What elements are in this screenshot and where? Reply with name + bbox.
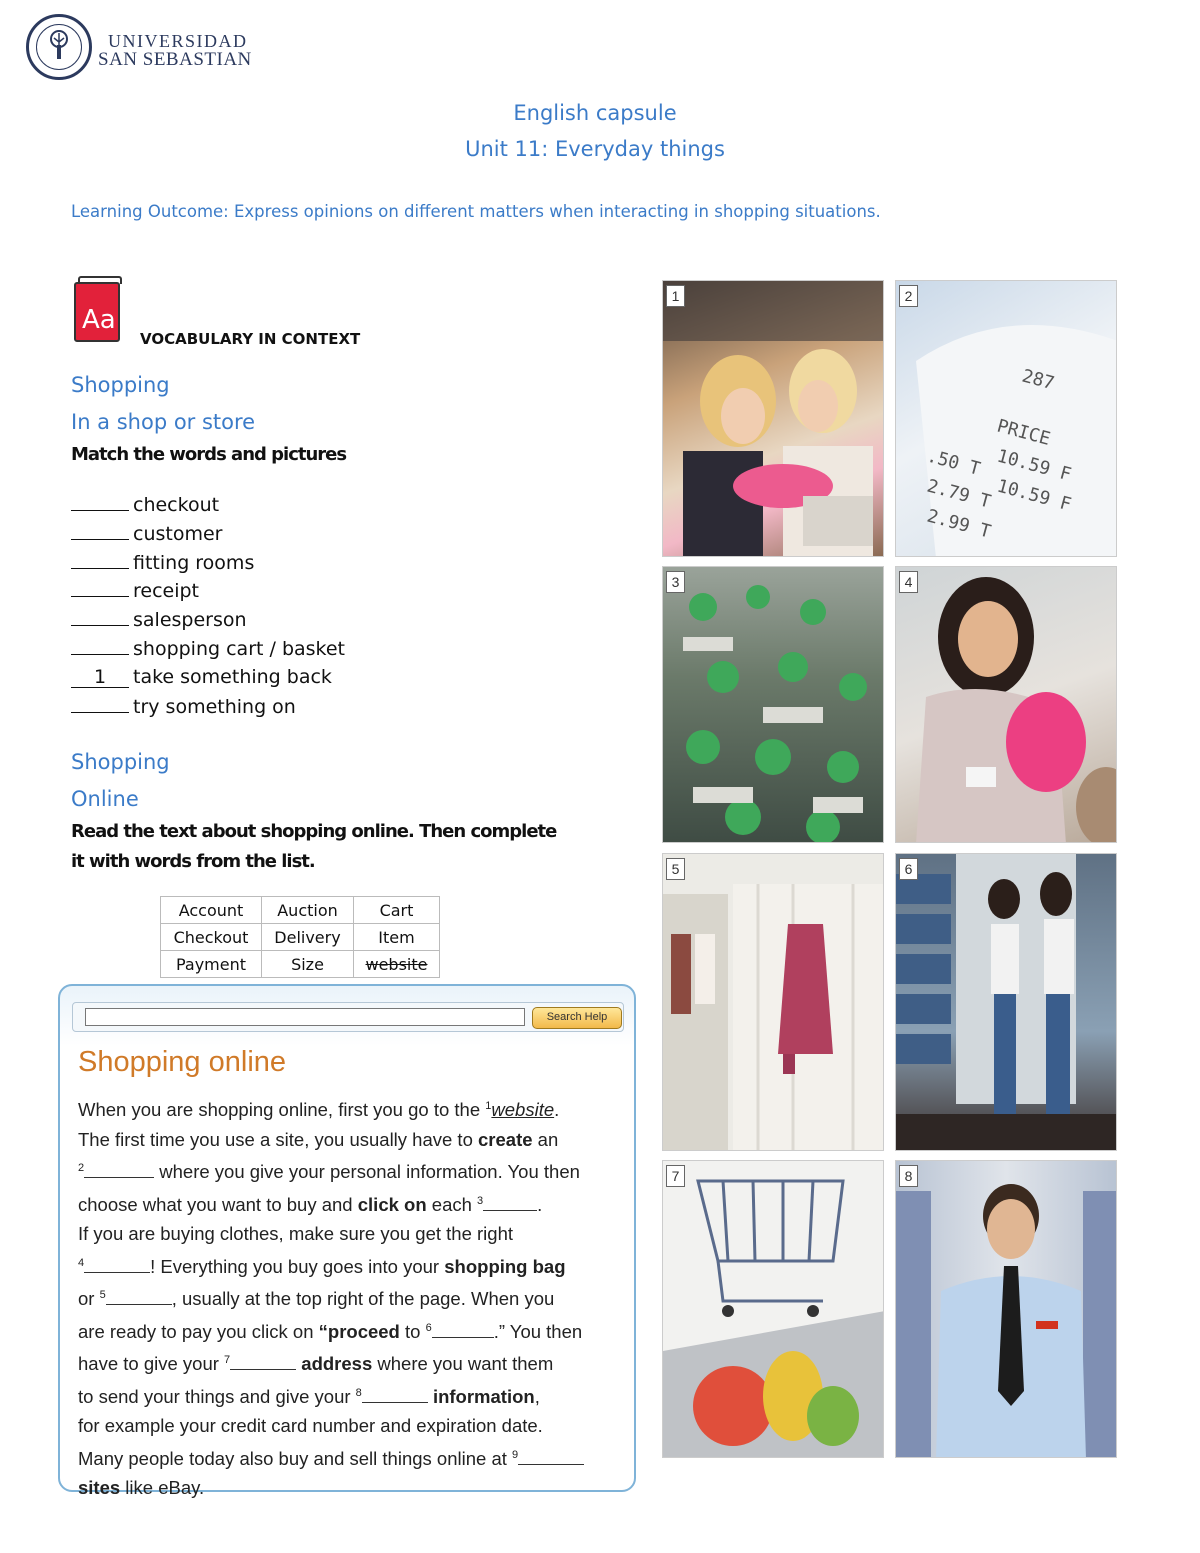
svg-text:287: 287 — [1019, 365, 1057, 395]
gap-1-answer: website — [491, 1099, 555, 1121]
supermarket-checkout-photo — [662, 566, 884, 843]
answer-blank[interactable] — [71, 692, 129, 713]
word-list-table — [160, 896, 440, 978]
section2-instruction-2: it with words from the list. — [71, 851, 315, 872]
word-cell: Item — [354, 924, 440, 951]
list-item: 1 take something back — [71, 663, 345, 692]
word-cell: Account — [161, 897, 262, 924]
store-clerk-photo — [895, 1160, 1117, 1458]
learning-outcome: Learning Outcome: Express opinions on different matters when interacting in shopping situations. — [71, 202, 881, 221]
list-item: salesperson — [71, 605, 345, 634]
gap-4[interactable] — [84, 1256, 150, 1273]
section1-instruction: Match the words and pictures — [71, 444, 347, 465]
section2-instruction-1: Read the text about shopping online. Then complete — [71, 821, 557, 842]
photo-number: 7 — [666, 1165, 685, 1187]
logo-line2: SAN SEBASTIAN — [98, 49, 252, 70]
answer-blank[interactable] — [71, 548, 129, 569]
gap-8[interactable] — [362, 1386, 428, 1403]
gap-2[interactable] — [84, 1161, 154, 1178]
list-item: customer — [71, 519, 345, 548]
search-help-button[interactable]: Search Help — [532, 1007, 622, 1029]
svg-text:2.79 T: 2.79 T — [924, 475, 993, 513]
university-logo — [26, 14, 256, 84]
photo-number: 8 — [899, 1165, 918, 1187]
list-item: checkout — [71, 490, 345, 519]
word-cell: Cart — [354, 897, 440, 924]
list-item: fitting rooms — [71, 548, 345, 577]
fitting-room-photo — [662, 853, 884, 1151]
trying-on-jeans-photo — [895, 853, 1117, 1151]
page-title: English capsule — [513, 101, 677, 125]
svg-text:PRICE: PRICE — [994, 415, 1053, 450]
word-cell-used: website — [354, 951, 440, 978]
customers-at-counter-photo — [662, 280, 884, 557]
vocabulary-heading: VOCABULARY IN CONTEXT — [140, 330, 361, 348]
panel-title: Shopping online — [78, 1046, 287, 1078]
answer-blank[interactable] — [71, 519, 129, 540]
photo-number: 6 — [899, 858, 918, 880]
photo-number: 4 — [899, 571, 918, 593]
svg-text:10.59 F: 10.59 F — [994, 445, 1074, 486]
search-input[interactable] — [85, 1008, 525, 1026]
svg-text:10.59 F: 10.59 F — [994, 475, 1074, 516]
receipt-photo — [895, 280, 1117, 557]
section2-subtitle: Online — [71, 787, 139, 811]
shopping-online-panel — [58, 984, 636, 1499]
vocab-match-list — [71, 490, 345, 720]
word-cell: Checkout — [161, 924, 262, 951]
university-seal-icon — [26, 14, 92, 80]
answer-blank[interactable] — [71, 605, 129, 626]
svg-text:2.99 T: 2.99 T — [924, 505, 993, 543]
word-cell: Size — [262, 951, 354, 978]
gap-3[interactable] — [483, 1194, 537, 1211]
answer-blank[interactable]: 1 — [71, 667, 129, 688]
photo-number: 1 — [666, 285, 685, 307]
gap-6[interactable] — [432, 1321, 494, 1338]
word-cell: Payment — [161, 951, 262, 978]
section2-title: Shopping — [71, 750, 170, 774]
shopping-cart-basket-photo — [662, 1160, 884, 1458]
answer-blank[interactable] — [71, 634, 129, 655]
word-cell: Delivery — [262, 924, 354, 951]
unit-title: Unit 11: Everyday things — [465, 137, 725, 161]
answer-blank[interactable] — [71, 576, 129, 597]
search-bar — [72, 1002, 624, 1032]
svg-text:.50 T: .50 T — [924, 445, 983, 480]
photo-number: 2 — [899, 285, 918, 307]
list-item: receipt — [71, 576, 345, 605]
list-item: try something on — [71, 692, 345, 721]
gap-9[interactable] — [518, 1448, 584, 1465]
gap-5[interactable] — [106, 1288, 172, 1305]
section1-subtitle: In a shop or store — [71, 410, 256, 434]
section1-title: Shopping — [71, 373, 170, 397]
dictionary-book-icon: Aa — [74, 276, 124, 342]
answer-blank[interactable] — [71, 490, 129, 511]
word-cell: Auction — [262, 897, 354, 924]
panel-text: When you are shopping online, first you go to the $^1$website. The first time you use a site, you usually have to create an $^2$ where you give your personal information. You then choose what you want to buy and click on each $^3$ . If you are buying clothes, make sure you get the right $^4$ ! Everything you buy goes into your shopping bag or $^5$ , usually at the top right of the page. When you are ready to pay you click on “proceed to $^6$ .” You then have to give your $^7$ address where you want them to send your things and give your $^8$ information, for example your credit card number and expiration date. Many people today also buy and sell things online at $^9$ sites like eBay. — [78, 1099, 583, 1499]
photo-number: 5 — [666, 858, 685, 880]
gap-7[interactable] — [230, 1353, 296, 1370]
photo-number: 3 — [666, 571, 685, 593]
list-item: shopping cart / basket — [71, 634, 345, 663]
salesperson-photo — [895, 566, 1117, 843]
logo-line1: UNIVERSIDAD — [108, 31, 248, 51]
